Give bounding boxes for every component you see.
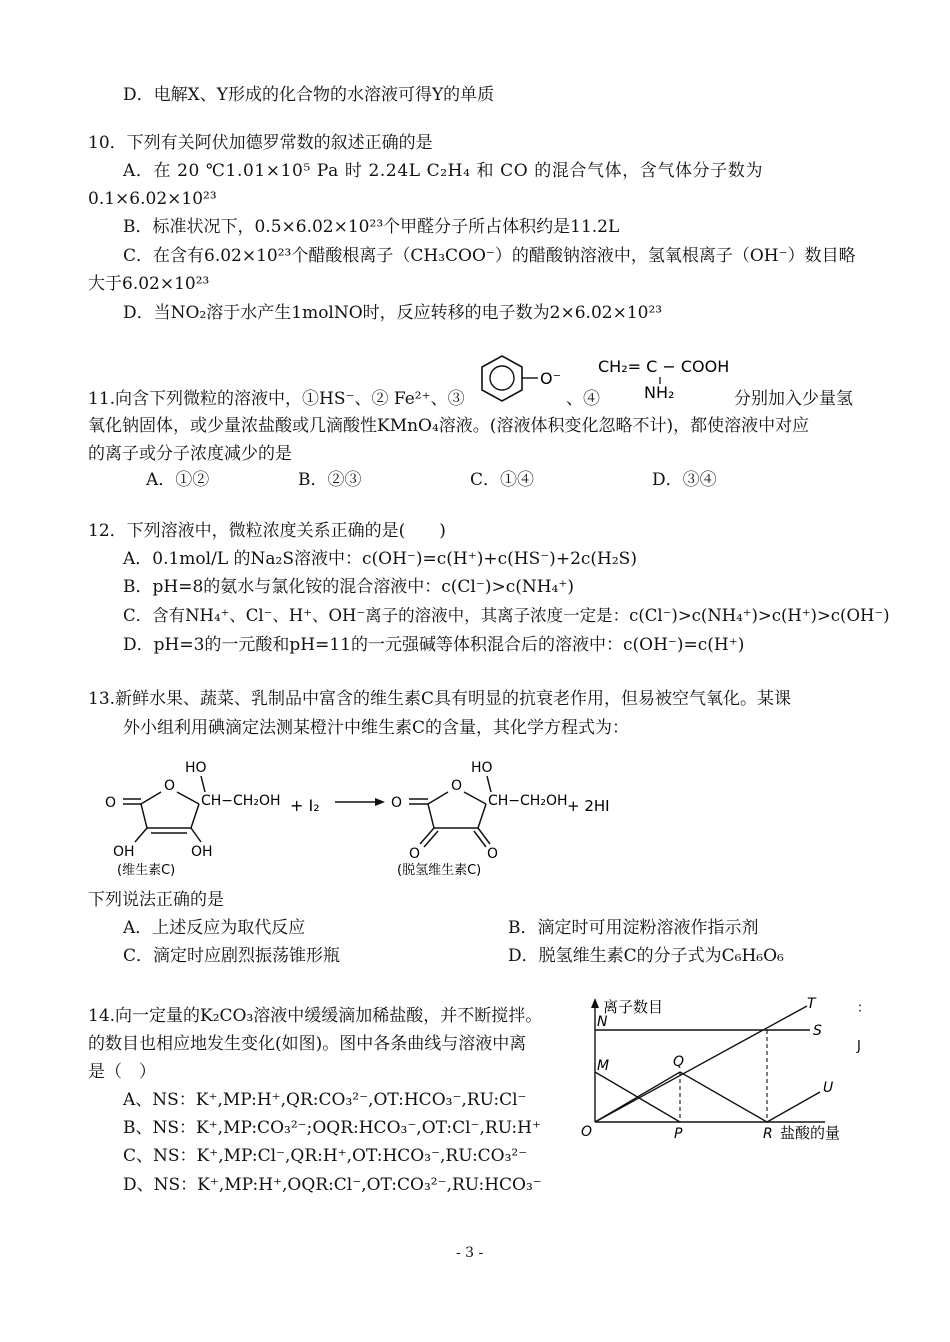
vc-label: (维生素C)	[117, 863, 176, 878]
q13-stem-line1: 13.新鲜水果、蔬菜、乳制品中富含的维生素C具有明显的抗衰老作用，但易被空气氧化。某课	[88, 689, 792, 709]
dehydro-vitamin-c-structure	[391, 760, 568, 878]
q10-option-b: B．标准状况下，0.5×6.02×10²³个甲醛分子所占体积约是11.2L	[123, 217, 620, 237]
vc-side-chain: CH−CH₂OH	[201, 793, 281, 809]
q11-option-b: B．②③	[298, 470, 362, 490]
point-o: O	[581, 1124, 593, 1140]
curve-ru	[767, 1092, 820, 1122]
dvc-ho: HO	[471, 760, 493, 776]
q13-option-d: D．脱氢维生素C的分子式为C₆H₆O₆	[508, 946, 784, 966]
q14-option-d: D、NS：K⁺,MP:H⁺,OQR:Cl⁻,OT:CO₃²⁻,RU:HCO₃⁻	[123, 1175, 542, 1195]
point-q: Q	[673, 1054, 685, 1070]
point-p: P	[674, 1126, 683, 1142]
q11-stem-line3: 的离子或分子浓度减少的是	[88, 444, 292, 464]
q10-option-a: A．在 20 ℃1.01×10⁵ Pa 时 2.24L C₂H₄ 和 CO 的混合气体，含气体分子数为	[123, 161, 764, 181]
vc-ho: HO	[185, 760, 207, 776]
q10-option-c: C．在含有6.02×10²³个醋酸根离子（CH₃COO⁻）的醋酸钠溶液中，氢氧根离子（OH⁻）数目略	[123, 246, 856, 266]
q14-option-b: B、NS：K⁺,MP:CO₃²⁻;OQR:HCO₃⁻,OT:Cl⁻,RU:H⁺	[123, 1118, 541, 1138]
vc-oh-right: OH	[191, 844, 213, 860]
amino-acrylic-acid-structure	[596, 352, 736, 402]
q14-option-a: A、NS：K⁺,MP:H⁺,QR:CO₃²⁻,OT:HCO₃⁻,RU:Cl⁻	[123, 1090, 527, 1110]
q11-stem-line2: 氧化钠固体，或少量浓盐酸或几滴酸性KMnO₄溶液。(溶液体积变化忽略不计)，都使溶液中对应	[88, 416, 810, 436]
q12-option-a: A．0.1mol/L 的Na₂S溶液中：c(OH⁻)=c(H⁺)+c(HS⁻)+2c(H₂S)	[123, 549, 637, 569]
q14-stem-line1: 14.向一定量的K₂CO₃溶液中缓缓滴加稀盐酸，并不断搅拌。	[88, 1006, 543, 1026]
q10-option-c-cont: 大于6.02×10²³	[88, 274, 210, 294]
vitamin-c-reaction-scheme	[95, 748, 655, 878]
q12-option-d: D．pH=3的一元酸和pH=11的一元强碱等体积混合后的溶液中：c(OH⁻)=c(H⁺)	[123, 635, 745, 655]
edge-fragment-2: J	[857, 1039, 861, 1054]
amino-acid-top: CH₂= C − COOH	[598, 357, 730, 376]
point-s: S	[813, 1023, 822, 1039]
q11-stem-part2: 、④	[566, 389, 600, 409]
q12-option-c: C．含有NH₄⁺、Cl⁻、H⁺、OH⁻离子的溶液中，其离子浓度一定是：c(Cl⁻)>c(NH₄⁺)>c(H⁺)>c(OH⁻)	[123, 606, 890, 625]
vc-ring-o: O	[164, 778, 176, 794]
amino-group-label: NH₂	[644, 383, 675, 402]
q13-option-c: C．滴定时应剧烈振荡锥形瓶	[123, 946, 341, 966]
q13-option-b: B．滴定时可用淀粉溶液作指示剂	[508, 918, 759, 938]
q9-option-d: D．电解X、Y形成的化合物的水溶液可得Y的单质	[123, 85, 495, 105]
edge-fragment-1: ：	[857, 1001, 871, 1016]
q11-stem-part3: 分别加入少量氢	[734, 389, 853, 409]
q13-stem-line2: 外小组利用碘滴定法测某橙汁中维生素C的含量，其化学方程式为：	[123, 718, 630, 738]
dvc-label: (脱氢维生素C)	[397, 863, 482, 878]
q13-option-a: A．上述反应为取代反应	[123, 918, 306, 938]
x-axis-label: 盐酸的量	[780, 1124, 841, 1142]
dvc-o-left: O	[409, 846, 421, 862]
q10-option-d: D．当NO₂溶于水产生1molNO时，反应转移的电子数为2×6.02×10²³	[123, 303, 663, 323]
point-r: R	[763, 1126, 773, 1142]
dvc-o-right: O	[487, 846, 499, 862]
q14-option-c: C、NS：K⁺,MP:Cl⁻,QR:H⁺,OT:HCO₃⁻,RU:CO₃²⁻	[123, 1146, 528, 1166]
point-n: N	[597, 1014, 608, 1030]
q12-option-b: B．pH=8的氨水与氯化铵的混合溶液中：c(Cl⁻)>c(NH₄⁺)	[123, 577, 574, 597]
q10-option-a-cont: 0.1×6.02×10²³	[88, 189, 217, 209]
q14-stem-line2: 的数目也相应地发生变化(如图)。图中各条曲线与溶液中离	[88, 1034, 527, 1054]
page-number: - 3 -	[456, 1245, 484, 1261]
q12-stem: 12．下列溶液中，微粒浓度关系正确的是( )	[88, 521, 446, 541]
dvc-side-chain: CH−CH₂OH	[488, 793, 568, 809]
vitamin-c-structure	[105, 760, 281, 878]
q13-stem2: 下列说法正确的是	[88, 890, 224, 910]
plus-iodine: + I₂	[290, 796, 320, 815]
curve-oqr	[595, 1072, 767, 1122]
q10-stem: 10．下列有关阿伏加德罗常数的叙述正确的是	[88, 133, 433, 153]
dvc-carbonyl-o: O	[391, 795, 403, 811]
plus-hi: + 2HI	[567, 797, 610, 815]
q11-option-a: A．①②	[146, 470, 210, 490]
q11-option-c: C．①④	[470, 470, 535, 490]
y-axis-arrow	[591, 998, 599, 1008]
ion-count-graph	[575, 992, 871, 1144]
q11-option-d: D．③④	[652, 470, 717, 490]
curve-ot	[595, 1006, 807, 1122]
q11-stem-part1: 11.向含下列微粒的溶液中，①HS⁻、② Fe²⁺、③	[88, 389, 465, 409]
vc-carbonyl-o: O	[105, 795, 117, 811]
y-axis-label: 离子数目	[603, 998, 664, 1016]
phenoxide-label: O⁻	[540, 369, 562, 388]
dvc-ring-o: O	[451, 778, 463, 794]
q14-stem-line3: 是（ ）	[88, 1062, 156, 1082]
vc-oh-left: OH	[113, 844, 135, 860]
point-m: M	[597, 1058, 610, 1074]
point-u: U	[823, 1080, 834, 1096]
point-t: T	[807, 996, 816, 1012]
